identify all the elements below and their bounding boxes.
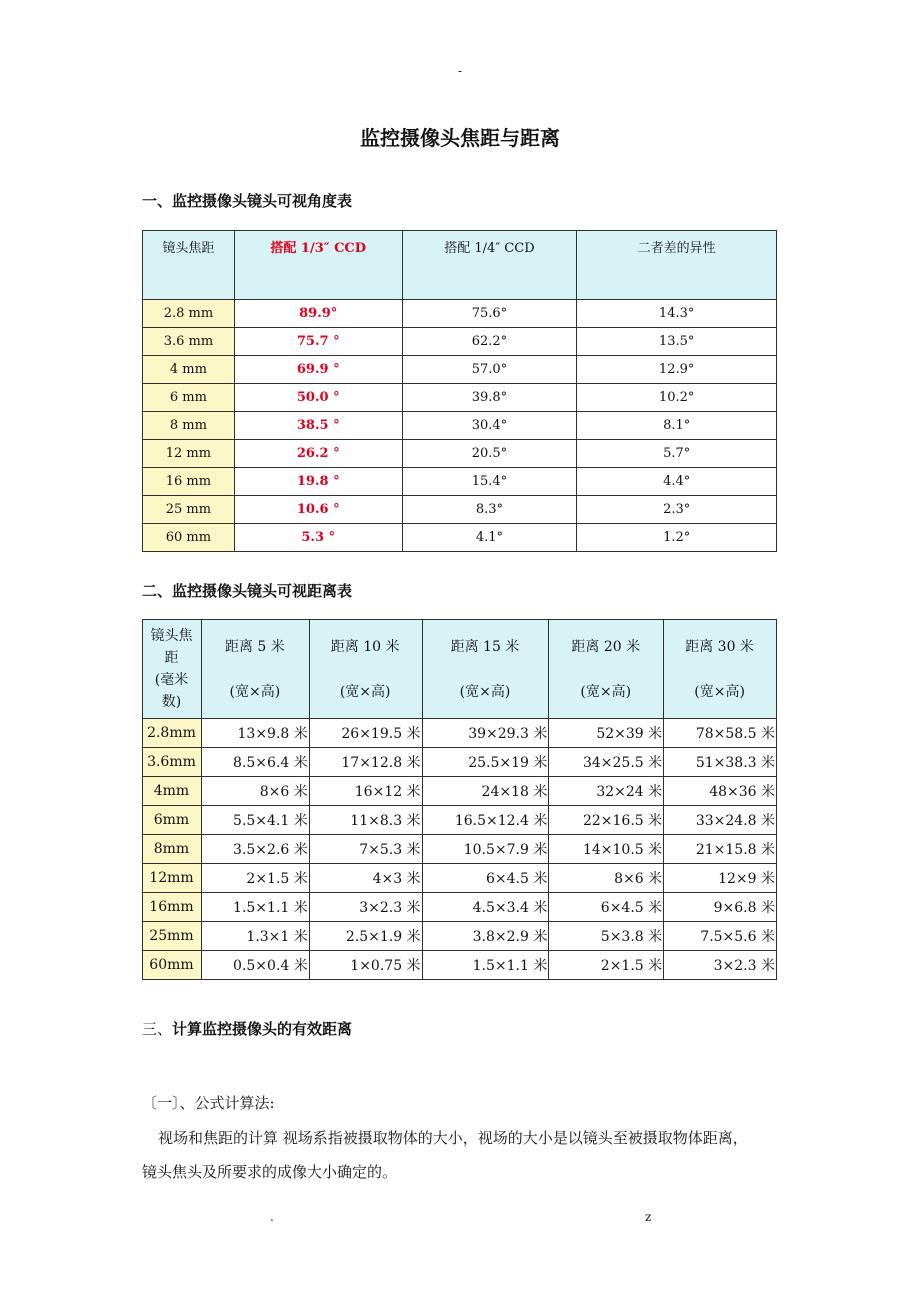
width-height-label: (宽×高) — [580, 683, 632, 700]
table-row — [143, 328, 777, 356]
section3-heading-prefix: 三、 — [142, 1020, 173, 1038]
table-header-cell — [549, 620, 664, 719]
distance-cell: 6×4.5 米 — [422, 864, 549, 893]
section1-heading: 一、监控摄像头镜头可视角度表 — [142, 192, 353, 210]
header-line: 镜头焦 — [150, 628, 193, 644]
angle-cell: 12.9° — [577, 356, 777, 384]
header-spacer — [202, 658, 308, 681]
body-paragraph-line1: 视场和焦距的计算 视场系指被摄取物体的大小，视场的大小是以镜头至被摄取物体距离， — [158, 1129, 748, 1147]
table-row — [143, 412, 777, 440]
distance-cell: 8.5×6.4 米 — [201, 748, 309, 777]
focal-length-cell: 3.6 mm — [143, 328, 235, 356]
header-spacer — [664, 658, 775, 681]
table-row — [143, 806, 777, 835]
table-header-cell: 二者差的异性 — [577, 231, 777, 300]
distance-cell: 4.5×3.4 米 — [422, 893, 549, 922]
distance-cell: 26×19.5 米 — [309, 719, 422, 748]
angle-cell: 89.9° — [234, 300, 402, 328]
focal-length-cell: 12mm — [143, 864, 202, 893]
angle-cell: 19.8 ° — [234, 468, 402, 496]
distance-cell: 1.3×1 米 — [201, 922, 309, 951]
distance-cell: 2×1.5 米 — [549, 951, 664, 980]
distance-cell: 3×2.3 米 — [309, 893, 422, 922]
angle-cell: 15.4° — [402, 468, 577, 496]
table-row — [143, 719, 777, 748]
distance-cell: 3.8×2.9 米 — [422, 922, 549, 951]
focal-length-cell: 60 mm — [143, 524, 235, 552]
table-row — [143, 468, 777, 496]
distance-cell: 22×16.5 米 — [549, 806, 664, 835]
distance-cell: 48×36 米 — [664, 777, 777, 806]
width-height-label: (宽×高) — [459, 683, 511, 700]
page-title: 监控摄像头焦距与距离 — [360, 126, 560, 150]
width-height-label: (宽×高) — [339, 683, 391, 700]
distance-cell: 14×10.5 米 — [549, 835, 664, 864]
distance-cell: 1.5×1.1 米 — [422, 951, 549, 980]
header-line: 距 — [164, 650, 179, 666]
distance-cell: 12×9 米 — [664, 864, 777, 893]
focal-length-cell: 16 mm — [143, 468, 235, 496]
angle-cell: 38.5 ° — [234, 412, 402, 440]
focal-length-cell: 25 mm — [143, 496, 235, 524]
distance-cell: 5.5×4.1 米 — [201, 806, 309, 835]
distance-cell: 8×6 米 — [549, 864, 664, 893]
distance-cell: 3×2.3 米 — [664, 951, 777, 980]
focal-length-cell: 3.6mm — [143, 748, 202, 777]
angle-cell: 10.6 ° — [234, 496, 402, 524]
distance-cell: 51×38.3 米 — [664, 748, 777, 777]
angle-cell: 13.5° — [577, 328, 777, 356]
angle-cell: 4.4° — [577, 468, 777, 496]
width-height-label: (宽×高) — [229, 683, 281, 700]
header-spacer — [310, 658, 421, 681]
table-header-cell — [309, 620, 422, 719]
table-row — [143, 440, 777, 468]
table-row — [143, 384, 777, 412]
angle-cell: 4.1° — [402, 524, 577, 552]
distance-cell: 8×6 米 — [201, 777, 309, 806]
focal-length-cell: 25mm — [143, 922, 202, 951]
distance-cell: 5×3.8 米 — [549, 922, 664, 951]
distance-cell: 9×6.8 米 — [664, 893, 777, 922]
focal-length-cell: 8 mm — [143, 412, 235, 440]
distance-cell: 7.5×5.6 米 — [664, 922, 777, 951]
distance-cell: 34×25.5 米 — [549, 748, 664, 777]
distance-cell: 21×15.8 米 — [664, 835, 777, 864]
distance-cell: 24×18 米 — [422, 777, 549, 806]
table-row — [143, 748, 777, 777]
distance-cell: 16×12 米 — [309, 777, 422, 806]
table-header-cell: 镜头焦距 — [143, 231, 235, 300]
viewing-distance-table — [142, 619, 777, 980]
distance-cell: 33×24.8 米 — [664, 806, 777, 835]
focal-length-cell: 6mm — [143, 806, 202, 835]
distance-cell: 32×24 米 — [549, 777, 664, 806]
table-row — [143, 893, 777, 922]
focal-length-cell: 6 mm — [143, 384, 235, 412]
table-row — [143, 524, 777, 552]
focal-length-cell: 2.8mm — [143, 719, 202, 748]
table-header-row — [143, 620, 777, 719]
angle-cell: 62.2° — [402, 328, 577, 356]
width-height-label: (宽×高) — [694, 683, 745, 700]
angle-cell: 14.3° — [577, 300, 777, 328]
table-header-cell — [422, 620, 549, 719]
section3-heading-text: 计算监控摄像头的有效距离 — [172, 1020, 353, 1038]
table-header-cell — [143, 620, 202, 719]
angle-cell: 26.2 ° — [234, 440, 402, 468]
table-row — [143, 864, 777, 893]
distance-cell: 25.5×19 米 — [422, 748, 549, 777]
focal-length-cell: 8mm — [143, 835, 202, 864]
distance-cell: 2.5×1.9 米 — [309, 922, 422, 951]
section2-heading: 二、监控摄像头镜头可视距离表 — [142, 582, 353, 600]
angle-cell: 50.0 ° — [234, 384, 402, 412]
angle-cell: 39.8° — [402, 384, 577, 412]
angle-cell: 5.3 ° — [234, 524, 402, 552]
distance-cell: 3.5×2.6 米 — [201, 835, 309, 864]
table-row — [143, 835, 777, 864]
focal-length-cell: 60mm — [143, 951, 202, 980]
table-row — [143, 777, 777, 806]
table-header-cell: 搭配 1/3″ CCD — [234, 231, 402, 300]
header-spacer — [549, 658, 662, 681]
header-line: 数) — [161, 694, 182, 710]
formula-method-heading: 〔一〕、公式计算法: — [142, 1094, 275, 1112]
section3-heading — [142, 1018, 352, 1039]
distance-cell: 10.5×7.9 米 — [422, 835, 549, 864]
distance-cell: 4×3 米 — [309, 864, 422, 893]
table-row — [143, 951, 777, 980]
angle-cell: 75.6° — [402, 300, 577, 328]
distance-cell: 2×1.5 米 — [201, 864, 309, 893]
footer-left-mark: . — [270, 1210, 274, 1224]
focal-length-cell: 4 mm — [143, 356, 235, 384]
distance-cell: 1×0.75 米 — [309, 951, 422, 980]
table-row — [143, 300, 777, 328]
distance-cell: 17×12.8 米 — [309, 748, 422, 777]
angle-cell: 8.1° — [577, 412, 777, 440]
distance-cell: 78×58.5 米 — [664, 719, 777, 748]
angle-cell: 1.2° — [577, 524, 777, 552]
angle-cell: 5.7° — [577, 440, 777, 468]
header-mark: - — [458, 64, 463, 78]
distance-label: 距离 20 米 — [571, 638, 641, 655]
distance-cell: 7×5.3 米 — [309, 835, 422, 864]
angle-cell: 10.2° — [577, 384, 777, 412]
focal-length-cell: 16mm — [143, 893, 202, 922]
angle-cell: 20.5° — [402, 440, 577, 468]
header-line: (毫米 — [154, 672, 189, 688]
distance-label: 距离 15 米 — [450, 638, 520, 655]
footer-right-mark: z — [645, 1210, 652, 1224]
table-header-cell: 搭配 1/4″ CCD — [402, 231, 577, 300]
header-spacer — [423, 658, 548, 681]
distance-label: 距离 30 米 — [685, 638, 754, 655]
distance-label: 距离 10 米 — [330, 638, 400, 655]
distance-cell: 52×39 米 — [549, 719, 664, 748]
angle-cell: 30.4° — [402, 412, 577, 440]
angle-cell: 57.0° — [402, 356, 577, 384]
focal-length-cell: 12 mm — [143, 440, 235, 468]
angle-cell: 8.3° — [402, 496, 577, 524]
table-header-cell — [201, 620, 309, 719]
focal-length-cell: 2.8 mm — [143, 300, 235, 328]
angle-cell: 2.3° — [577, 496, 777, 524]
table-header-row — [143, 231, 777, 300]
distance-label: 距离 5 米 — [224, 638, 285, 655]
distance-cell: 0.5×0.4 米 — [201, 951, 309, 980]
distance-cell: 39×29.3 米 — [422, 719, 549, 748]
body-paragraph-line2: 镜头焦头及所要求的成像大小确定的。 — [142, 1163, 398, 1181]
angle-cell: 69.9 ° — [234, 356, 402, 384]
angle-cell: 75.7 ° — [234, 328, 402, 356]
distance-cell: 6×4.5 米 — [549, 893, 664, 922]
distance-cell: 1.5×1.1 米 — [201, 893, 309, 922]
focal-length-cell: 4mm — [143, 777, 202, 806]
distance-cell: 16.5×12.4 米 — [422, 806, 549, 835]
viewing-angle-table — [142, 230, 777, 552]
table-row — [143, 922, 777, 951]
table-header-cell — [664, 620, 777, 719]
distance-cell: 11×8.3 米 — [309, 806, 422, 835]
distance-cell: 13×9.8 米 — [201, 719, 309, 748]
table-row — [143, 356, 777, 384]
table-row — [143, 496, 777, 524]
